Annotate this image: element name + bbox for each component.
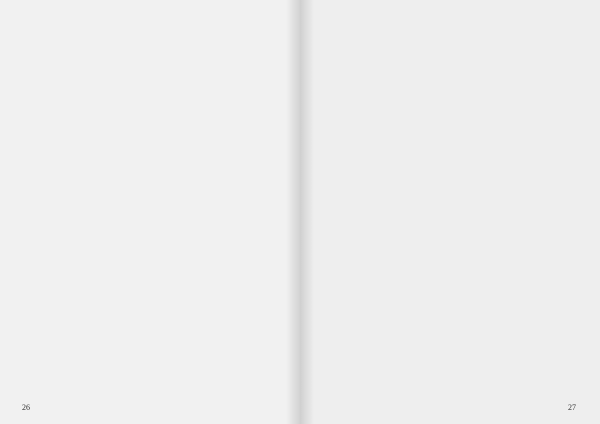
left-page-text: [22, 8, 282, 390]
right-page-number: 27: [568, 403, 576, 412]
gutter-shadow: [300, 0, 314, 424]
gutter-shadow: [286, 0, 300, 424]
left-page-number: 26: [22, 403, 30, 412]
right-page-text: [318, 8, 578, 390]
right-page: [300, 0, 600, 424]
